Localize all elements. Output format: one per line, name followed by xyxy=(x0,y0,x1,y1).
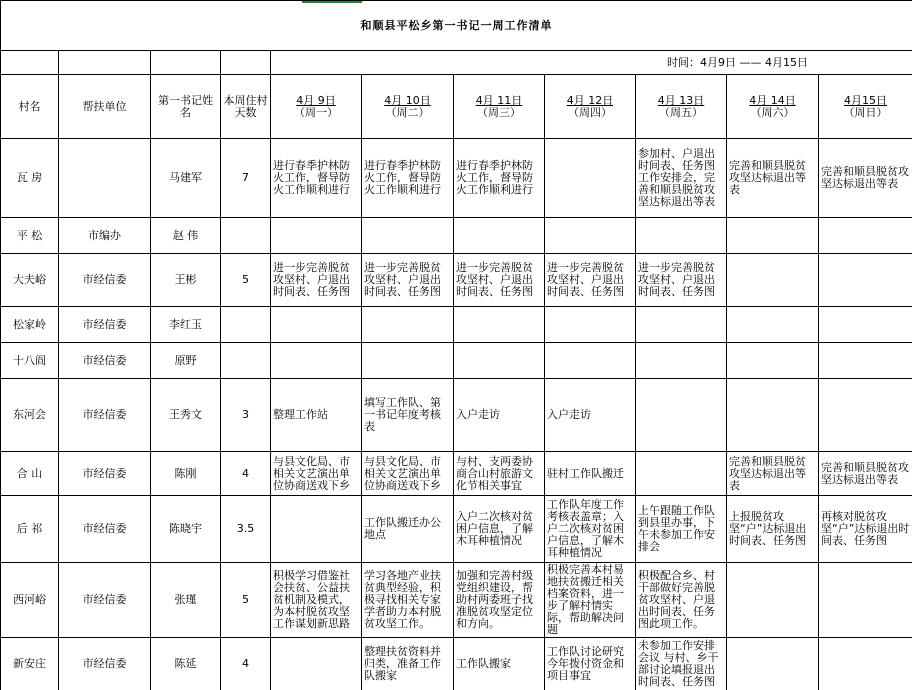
village-cell[interactable]: 瓦 房 xyxy=(1,139,59,218)
sun-cell[interactable]: 再核对脱贫攻坚“户”达标退出时间表、任务图 xyxy=(819,496,912,563)
table-row xyxy=(1,307,912,343)
village-cell[interactable]: 合 山 xyxy=(1,452,59,496)
unit-cell[interactable]: 市经信委 xyxy=(59,343,151,379)
unit-cell[interactable]: 市经信委 xyxy=(59,638,151,690)
sat-cell[interactable]: 上报脱贫攻坚“户”达标退出时间表、任务图 xyxy=(727,496,819,563)
mon-cell[interactable]: 整理工作站 xyxy=(271,379,362,452)
header-row xyxy=(1,75,912,139)
sun-cell[interactable] xyxy=(819,254,912,307)
fri-cell[interactable] xyxy=(636,307,727,343)
table-row xyxy=(1,496,912,563)
days-cell[interactable] xyxy=(221,343,271,379)
tue-cell[interactable] xyxy=(362,343,454,379)
village-cell[interactable]: 新安庄 xyxy=(1,638,59,690)
days-cell[interactable]: 4 xyxy=(221,638,271,690)
mon-cell[interactable]: 与县文化局、市相关文艺演出单位协商送戏下乡 xyxy=(271,452,362,496)
wed-cell[interactable]: 进行春季护林防火工作，督导防火工作顺利进行 xyxy=(454,139,545,218)
wed-cell[interactable]: 入户走访 xyxy=(454,379,545,452)
days-cell[interactable]: 5 xyxy=(221,563,271,638)
wed-cell[interactable] xyxy=(454,343,545,379)
sun-cell[interactable] xyxy=(819,638,912,690)
table-row xyxy=(1,139,912,218)
unit-cell[interactable]: 市经信委 xyxy=(59,496,151,563)
mon-cell[interactable] xyxy=(271,496,362,563)
fri-cell[interactable]: 进一步完善脱贫攻坚村、户退出时间表、任务图 xyxy=(636,254,727,307)
village-cell[interactable]: 大夫峪 xyxy=(1,254,59,307)
unit-cell[interactable] xyxy=(59,139,151,218)
thu-cell[interactable]: 工作队讨论研究今年拨付资金和项目事宜 xyxy=(545,638,636,690)
unit-cell[interactable]: 市经信委 xyxy=(59,379,151,452)
village-cell[interactable]: 东河会 xyxy=(1,379,59,452)
blank-cell[interactable] xyxy=(221,51,271,75)
table-row xyxy=(1,343,912,379)
mon-cell[interactable]: 积极学习借鉴社会扶贫、公益扶贫机制及模式，为本村脱贫攻坚工作谋划新思路 xyxy=(271,563,362,638)
secretary-cell[interactable]: 陈晓宇 xyxy=(151,496,221,563)
mon-cell[interactable] xyxy=(271,343,362,379)
table-row xyxy=(1,379,912,452)
header-village: 村名 xyxy=(1,75,59,139)
mon-cell[interactable]: 进一步完善脱贫攻坚村、户退出时间表、任务图 xyxy=(271,254,362,307)
thu-cell[interactable]: 积极完善本村易地扶贫搬迁相关档案资料，进一步了解村情实际，帮助解决问题 xyxy=(545,563,636,638)
days-cell[interactable]: 3.5 xyxy=(221,496,271,563)
sat-cell[interactable] xyxy=(727,638,819,690)
sun-cell[interactable] xyxy=(819,343,912,379)
sheet-title: 和顺县平松乡第一书记一周工作清单 xyxy=(1,1,912,51)
wed-cell[interactable]: 与村、支两委协商合山村旅游文化节相关事宜 xyxy=(454,452,545,496)
header-sun: 4月15日 （周日） xyxy=(819,75,912,139)
fri-cell[interactable]: 积极配合乡、村干部做好完善脱贫攻坚村、户退出时间表、任务图此项工作。 xyxy=(636,563,727,638)
table-row xyxy=(1,218,912,254)
sat-cell[interactable] xyxy=(727,254,819,307)
sat-cell[interactable]: 完善和顺县脱贫攻坚达标退出等表 xyxy=(727,452,819,496)
tue-cell[interactable] xyxy=(362,218,454,254)
unit-cell[interactable]: 市经信委 xyxy=(59,307,151,343)
sun-cell[interactable] xyxy=(819,563,912,638)
tue-cell[interactable]: 填写工作队、第一书记年度考核表 xyxy=(362,379,454,452)
header-days: 本周住村 天数 xyxy=(221,75,271,139)
sat-cell[interactable] xyxy=(727,218,819,254)
blank-cell[interactable] xyxy=(59,51,151,75)
unit-cell[interactable]: 市经信委 xyxy=(59,452,151,496)
work-list-body xyxy=(0,138,912,690)
fri-cell[interactable] xyxy=(636,343,727,379)
fri-cell[interactable] xyxy=(636,218,727,254)
sat-cell[interactable] xyxy=(727,343,819,379)
tue-cell[interactable]: 学习各地产业扶贫典型经验，积极寻找相关专家学者助力本村脱贫攻坚工作。 xyxy=(362,563,454,638)
mon-cell[interactable] xyxy=(271,218,362,254)
header-secretary: 第一书记姓名 xyxy=(151,75,221,139)
sat-cell[interactable] xyxy=(727,379,819,452)
thu-cell[interactable] xyxy=(545,139,636,218)
fri-cell[interactable]: 参加村、户退出时间表、任务图工作安排会，完善和顺县脱贫攻坚达标退出等表 xyxy=(636,139,727,218)
tue-cell[interactable]: 工作队搬迁办公地点 xyxy=(362,496,454,563)
table-row xyxy=(1,563,912,638)
secretary-cell[interactable]: 马建军 xyxy=(151,139,221,218)
wed-cell[interactable]: 加强和完善村级党组织建设，帮助村两委班子找准脱贫攻坚定位和方向。 xyxy=(454,563,545,638)
blank-cell[interactable] xyxy=(1,51,59,75)
wed-cell[interactable] xyxy=(454,307,545,343)
thu-cell[interactable] xyxy=(545,343,636,379)
tue-cell[interactable]: 进一步完善脱贫攻坚村、户退出时间表、任务图 xyxy=(362,254,454,307)
header-unit: 帮扶单位 xyxy=(59,75,151,139)
fri-cell[interactable]: 上午跟随工作队到县里办事，下午未参加工作安排会 xyxy=(636,496,727,563)
days-cell[interactable] xyxy=(221,307,271,343)
secretary-cell[interactable]: 李红玉 xyxy=(151,307,221,343)
header-wed: 4月 11日 （周三） xyxy=(454,75,545,139)
secretary-cell[interactable]: 原野 xyxy=(151,343,221,379)
wed-cell[interactable]: 进一步完善脱贫攻坚村、户退出时间表、任务图 xyxy=(454,254,545,307)
tue-cell[interactable]: 整理扶贫资料并归类，准备工作队搬家 xyxy=(362,638,454,690)
time-range: 时间：4月9日 —— 4月15日 xyxy=(271,51,912,75)
thu-cell[interactable] xyxy=(545,307,636,343)
sun-cell[interactable] xyxy=(819,379,912,452)
wed-cell[interactable] xyxy=(454,218,545,254)
fri-cell[interactable]: 未参加工作安排会议 与村、乡干部讨论填报退出时间表、任务图 xyxy=(636,638,727,690)
sun-cell[interactable] xyxy=(819,307,912,343)
header-fri: 4月 13日 （周五） xyxy=(636,75,727,139)
fri-cell[interactable] xyxy=(636,379,727,452)
wed-cell[interactable]: 入户二次核对贫困户信息，了解木耳种植情况 xyxy=(454,496,545,563)
sat-cell[interactable] xyxy=(727,307,819,343)
secretary-cell[interactable]: 王秀文 xyxy=(151,379,221,452)
work-list-table xyxy=(0,0,912,139)
header-thu: 4月 12日 （周四） xyxy=(545,75,636,139)
thu-cell[interactable]: 入户走访 xyxy=(545,379,636,452)
secretary-cell[interactable]: 王彬 xyxy=(151,254,221,307)
fri-cell[interactable] xyxy=(636,452,727,496)
days-cell[interactable]: 3 xyxy=(221,379,271,452)
days-cell[interactable]: 4 xyxy=(221,452,271,496)
thu-cell[interactable]: 进一步完善脱贫攻坚村、户退出时间表、任务图 xyxy=(545,254,636,307)
table-row xyxy=(1,254,912,307)
days-cell[interactable]: 7 xyxy=(221,139,271,218)
sat-cell[interactable]: 完善和顺县脱贫攻坚达标退出等表 xyxy=(727,139,819,218)
village-cell[interactable]: 平 松 xyxy=(1,218,59,254)
village-cell[interactable]: 十八阎 xyxy=(1,343,59,379)
tue-cell[interactable]: 进行春季护林防火工作，督导防火工作顺利进行 xyxy=(362,139,454,218)
days-cell[interactable]: 5 xyxy=(221,254,271,307)
wed-cell[interactable]: 工作队搬家 xyxy=(454,638,545,690)
days-cell[interactable] xyxy=(221,218,271,254)
header-sat: 4月 14日 （周六） xyxy=(727,75,819,139)
header-mon: 4月 9日 （周一） xyxy=(271,75,362,139)
secretary-cell[interactable]: 赵 伟 xyxy=(151,218,221,254)
blank-cell[interactable] xyxy=(151,51,221,75)
mon-cell[interactable] xyxy=(271,307,362,343)
unit-cell[interactable]: 市经信委 xyxy=(59,563,151,638)
sun-cell[interactable]: 完善和顺县脱贫攻坚达标退出等表 xyxy=(819,139,912,218)
header-tue: 4月 10日 （周二） xyxy=(362,75,454,139)
secretary-cell[interactable]: 陈延 xyxy=(151,638,221,690)
table-row xyxy=(1,638,912,690)
thu-cell[interactable]: 驻村工作队搬迁 xyxy=(545,452,636,496)
mon-cell[interactable] xyxy=(271,638,362,690)
sun-cell[interactable] xyxy=(819,218,912,254)
mon-cell[interactable]: 进行春季护林防火工作，督导防火工作顺利进行 xyxy=(271,139,362,218)
secretary-cell[interactable]: 陈刚 xyxy=(151,452,221,496)
village-cell[interactable]: 松家岭 xyxy=(1,307,59,343)
unit-cell[interactable]: 市编办 xyxy=(59,218,151,254)
unit-cell[interactable]: 市经信委 xyxy=(59,254,151,307)
village-cell[interactable]: 西河峪 xyxy=(1,563,59,638)
thu-cell[interactable]: 工作队年度工作考核表盖章；入户二次核对贫困户信息，了解木耳种植情况 xyxy=(545,496,636,563)
tue-cell[interactable] xyxy=(362,307,454,343)
table-row xyxy=(1,452,912,496)
tue-cell[interactable]: 与县文化局、市相关文艺演出单位协商送戏下乡 xyxy=(362,452,454,496)
village-cell[interactable]: 后 祁 xyxy=(1,496,59,563)
sun-cell[interactable]: 完善和顺县脱贫攻坚达标退出等表 xyxy=(819,452,912,496)
secretary-cell[interactable]: 张瑾 xyxy=(151,563,221,638)
sat-cell[interactable] xyxy=(727,563,819,638)
thu-cell[interactable] xyxy=(545,218,636,254)
